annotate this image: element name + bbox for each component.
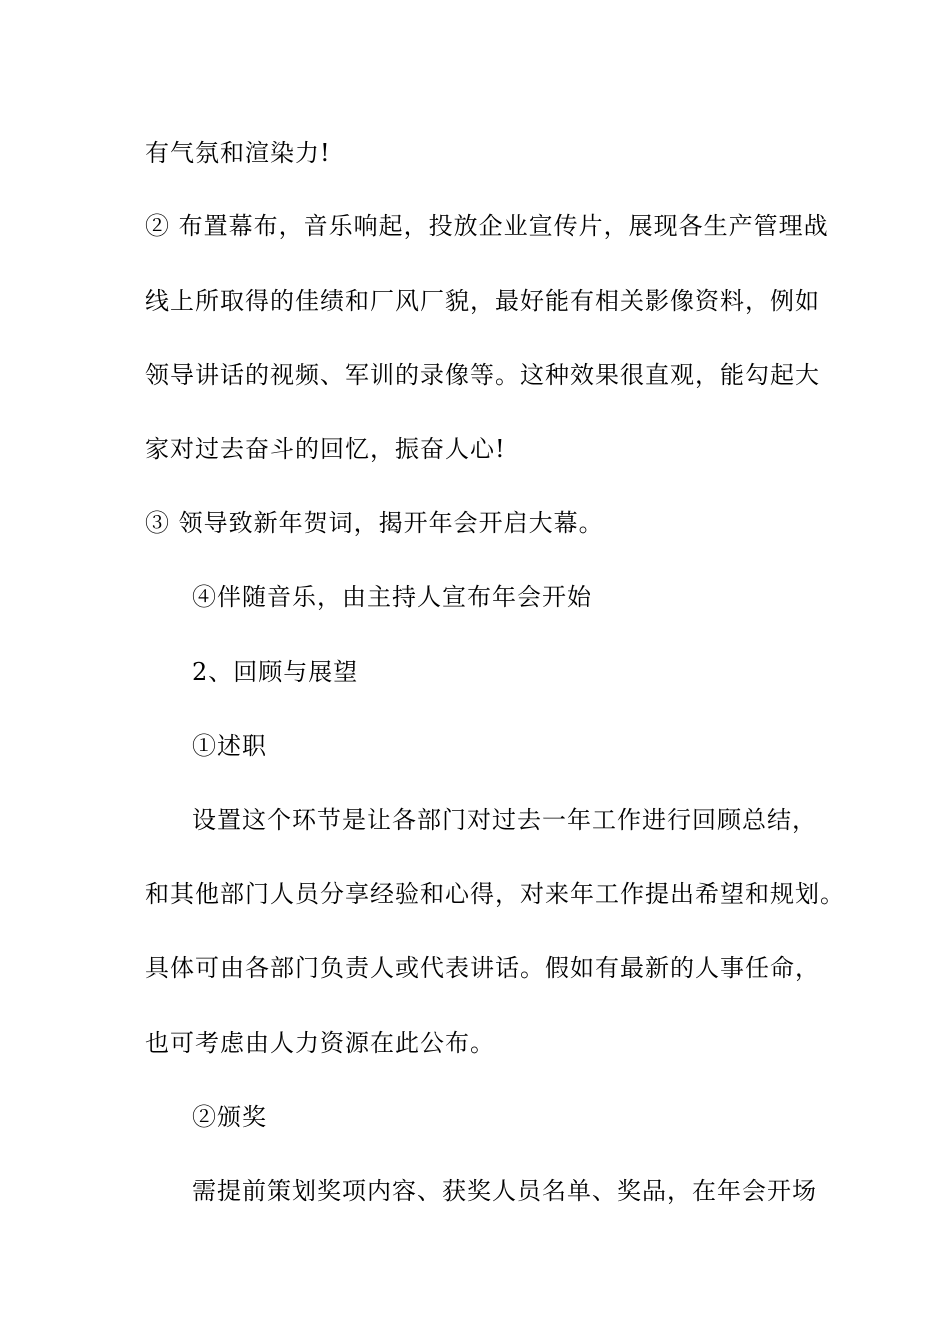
text-line: 需提前策划奖项内容、获奖人员名单、奖品，在年会开场 — [192, 1177, 817, 1205]
text-line: ④伴随音乐，由主持人宣布年会开始 — [192, 583, 592, 611]
text-line: 家对过去奋斗的回忆，振奋人心! — [145, 435, 506, 463]
text-line: 领导讲话的视频、军训的录像等。这种效果很直观，能勾起大 — [145, 361, 820, 389]
subsection-heading: ②颁奖 — [192, 1103, 267, 1131]
text-line: 也可考虑由人力资源在此公布。 — [145, 1029, 495, 1057]
text-line: 有气氛和渲染力! — [145, 139, 331, 167]
section-heading: 2、回顾与展望 — [192, 658, 359, 686]
subsection-heading: ①述职 — [192, 732, 267, 760]
text-line: 具体可由各部门负责人或代表讲话。假如有最新的人事任命， — [145, 954, 820, 982]
text-line: ③ 领导致新年贺词，揭开年会开启大幕。 — [145, 509, 604, 537]
text-line: 和其他部门人员分享经验和心得，对来年工作提出希望和规划。 — [145, 880, 845, 908]
text-line: ② 布置幕布，音乐响起，投放企业宣传片，展现各生产管理战 — [145, 212, 829, 240]
text-line: 线上所取得的佳绩和厂风厂貌，最好能有相关影像资料，例如 — [145, 287, 820, 315]
text-line: 设置这个环节是让各部门对过去一年工作进行回顾总结， — [192, 806, 817, 834]
